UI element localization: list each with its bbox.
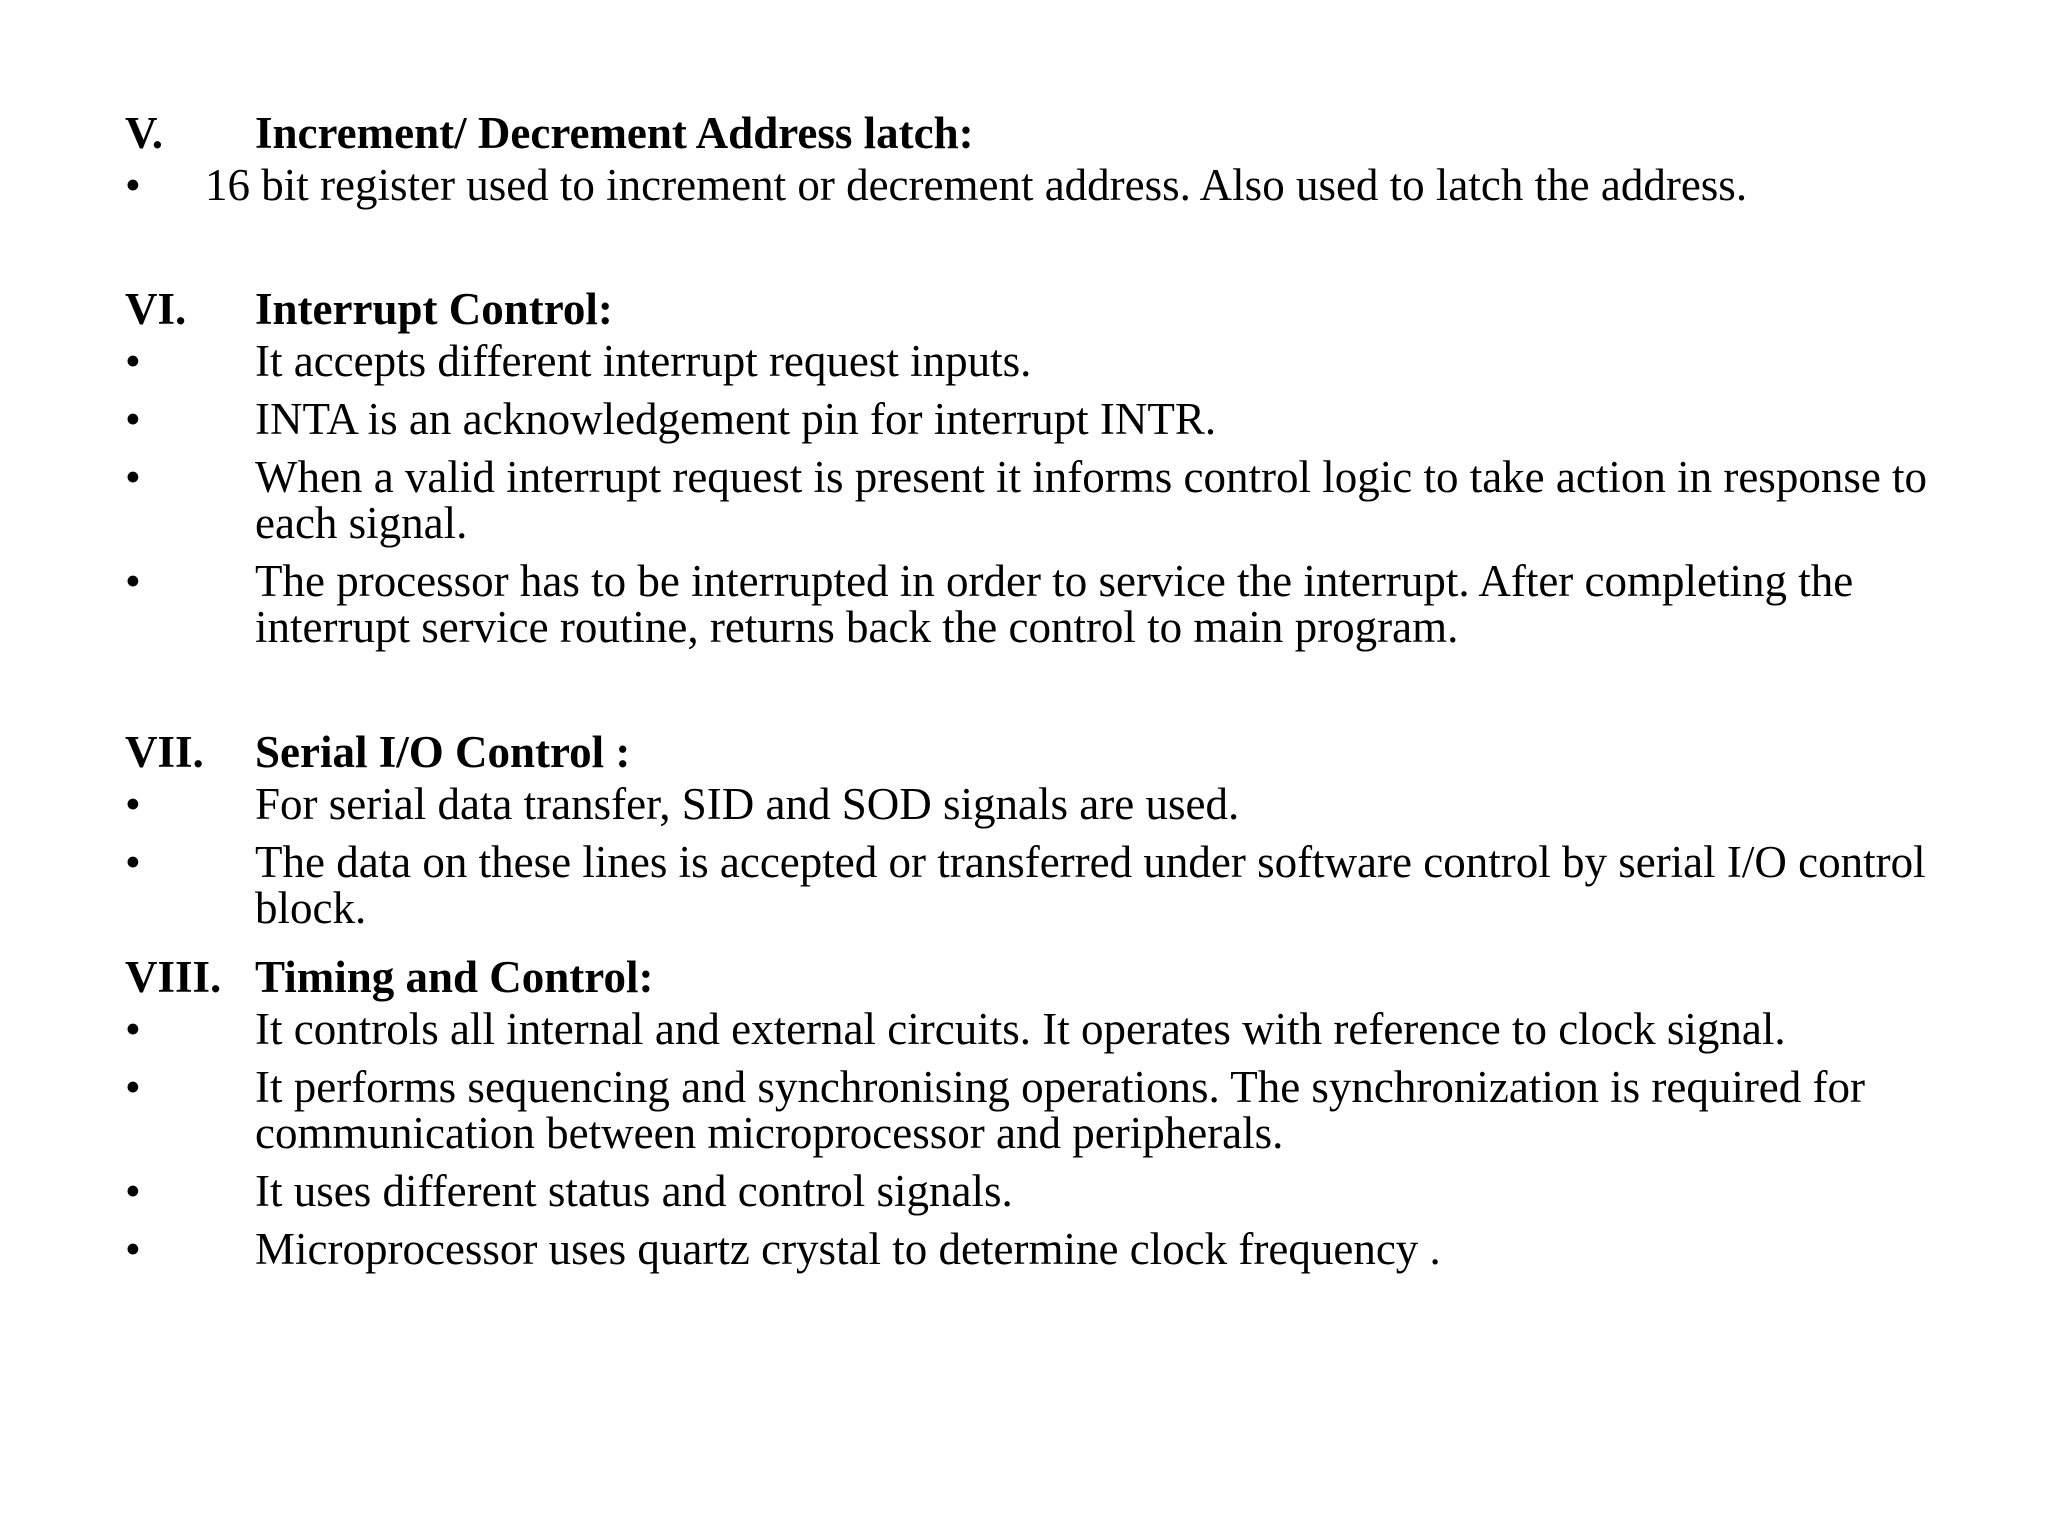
bullet-icon: • xyxy=(125,1224,141,1274)
bullet-icon: • xyxy=(125,394,141,444)
section-title: Increment/ Decrement Address latch: xyxy=(255,108,974,158)
bullet-icon: • xyxy=(125,837,141,887)
bullet-icon: • xyxy=(125,779,141,829)
bullet-icon: • xyxy=(125,556,141,606)
bullet-icon: • xyxy=(125,1166,141,1216)
list-item-text: 16 bit register used to increment or decrement address. Also used to latch the address. xyxy=(205,160,1748,210)
list-item xyxy=(125,1168,1965,1214)
list-item xyxy=(125,1064,1965,1156)
section-heading xyxy=(125,723,1965,781)
section-heading xyxy=(125,948,1965,1006)
section-timing-and-control xyxy=(125,948,1965,1284)
bullet-icon: • xyxy=(125,336,141,386)
list-item xyxy=(125,338,1965,384)
list-item-text: When a valid interrupt request is present it informs control logic to take action in response to each signal. xyxy=(255,452,1928,548)
bullet-icon: • xyxy=(125,452,141,502)
list-item xyxy=(125,1226,1965,1272)
list-item-text: The processor has to be interrupted in order to service the interrupt. After completing the interrupt service routine, returns back the control to main program. xyxy=(255,556,1854,652)
section-numeral: VII. xyxy=(125,727,204,777)
list-item-text: Microprocessor uses quartz crystal to determine clock frequency . xyxy=(255,1224,1441,1274)
bullet-icon: • xyxy=(125,160,141,210)
section-heading xyxy=(125,104,1965,162)
section-serial-io-control xyxy=(125,723,1965,943)
list-item-text: It accepts different interrupt request inputs. xyxy=(255,336,1032,386)
list-item xyxy=(125,1006,1965,1052)
section-numeral: V. xyxy=(125,108,163,158)
bullet-icon: • xyxy=(125,1004,141,1054)
list-item-text: For serial data transfer, SID and SOD signals are used. xyxy=(255,779,1240,829)
list-item-text: The data on these lines is accepted or transferred under software control by serial I/O control block. xyxy=(255,837,1926,933)
list-item-text: It performs sequencing and synchronising operations. The synchronization is required for communication between microprocessor and peripherals. xyxy=(255,1062,1866,1158)
bullet-icon: • xyxy=(125,1062,141,1112)
section-title: Interrupt Control: xyxy=(255,284,613,334)
list-item xyxy=(125,162,1965,208)
list-item-text: It controls all internal and external circuits. It operates with reference to clock signal. xyxy=(255,1004,1786,1054)
list-item xyxy=(125,839,1965,931)
section-numeral: VIII. xyxy=(125,952,222,1002)
list-item xyxy=(125,396,1965,442)
list-item xyxy=(125,781,1965,827)
list-item xyxy=(125,558,1965,650)
section-title: Serial I/O Control : xyxy=(255,727,631,777)
section-interrupt-control xyxy=(125,280,1965,662)
section-increment-decrement-latch xyxy=(125,104,1965,220)
list-item xyxy=(125,454,1965,546)
section-title: Timing and Control: xyxy=(255,952,654,1002)
list-item-text: It uses different status and control signals. xyxy=(255,1166,1013,1216)
list-item-text: INTA is an acknowledgement pin for interrupt INTR. xyxy=(255,394,1217,444)
section-numeral: VI. xyxy=(125,284,187,334)
section-heading xyxy=(125,280,1965,338)
